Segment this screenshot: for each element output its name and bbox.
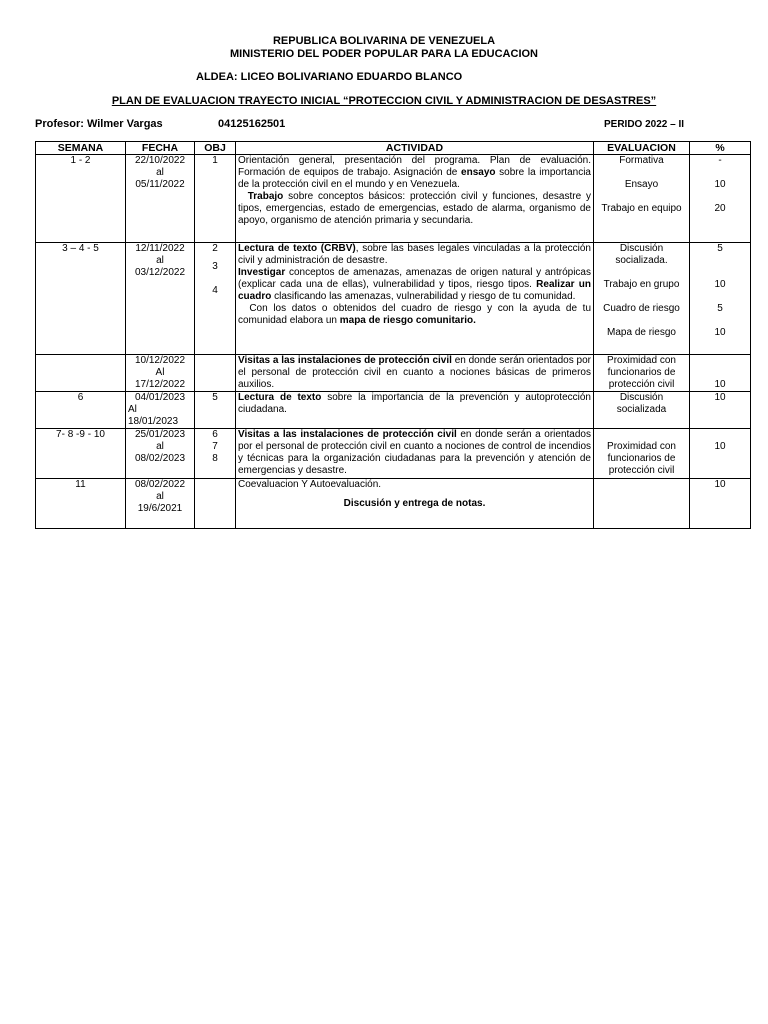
col-evaluacion: EVALUACION: [594, 142, 690, 155]
table-row: [36, 392, 751, 429]
obj-cell: [195, 479, 236, 529]
pct-cell: 10: [690, 392, 751, 429]
pct-cell: - 10 20: [690, 155, 751, 243]
pct-cell: 5 10 5 10: [690, 243, 751, 355]
obj-cell: 6 7 8: [195, 429, 236, 479]
col-semana: SEMANA: [36, 142, 126, 155]
obj-cell: 1: [195, 155, 236, 243]
obj-cell: 5: [195, 392, 236, 429]
plan-title: PLAN DE EVALUACION TRAYECTO INICIAL “PROTECCION CIVIL Y ADMINISTRACION DE DESASTRES”: [111, 95, 657, 107]
fecha-cell: 04/01/2023 Al 18/01/2023: [126, 392, 195, 429]
actividad-cell: Lectura de texto sobre la importancia de la prevención y autoprotección ciudadana.: [236, 392, 594, 429]
col-fecha: FECHA: [126, 142, 195, 155]
obj-cell: 2 3 4: [195, 243, 236, 355]
fecha-cell: 12/11/2022 al 03/12/2022: [126, 243, 195, 355]
semana-cell: [36, 355, 126, 392]
evaluacion-cell: Proximidad con funcionarios de protección civil: [594, 429, 690, 479]
republic-title: REPUBLICA BOLIVARINA DE VENEZUELA: [272, 35, 496, 47]
semana-cell: 3 – 4 - 5: [36, 243, 126, 355]
table-row: [36, 479, 751, 529]
actividad-cell: Visitas a las instalaciones de protección civil en donde serán a orientados por el personal de protección civil en cuanto a nociones de control de incendios y técnicas para la organización ciudadanas para la prevención y atención de emergencias y desastre.: [236, 429, 594, 479]
actividad-cell: Orientación general, presentación del programa. Plan de evaluación. Formación de equipos de trabajo. Asignación de ensayo sobre la importancia de la protección civil en el mundo y en Venezuela. Trabajo sobre conceptos básicos: protección civil y funciones, desastre y tipos, emergencias, estado de emergencias, estado de alarma, organismo de apoyo, organismo de atención primaria y secundaria.: [236, 155, 594, 243]
pct-cell: 10: [690, 429, 751, 479]
pct-cell: 10: [690, 479, 751, 529]
table-row: [36, 243, 751, 355]
evaluacion-cell: Proximidad con funcionarios de protección civil: [594, 355, 690, 392]
semana-cell: 11: [36, 479, 126, 529]
semana-cell: 7- 8 -9 - 10: [36, 429, 126, 479]
col-porcentaje: %: [690, 142, 751, 155]
telefono-label: 04125162501: [218, 118, 286, 130]
aldea-label: ALDEA: LICEO BOLIVARIANO EDUARDO BLANCO: [196, 71, 463, 83]
fecha-cell: 25/01/2023 al 08/02/2023: [126, 429, 195, 479]
actividad-cell: Lectura de texto (CRBV), sobre las bases legales vinculadas a la protección civil y administración de desastre. Investigar conceptos de amenazas, amenazas de origen natural y antrópicas (explicar cada una de ellas), vulnerabilidad y tipos, riesgo tipos. Realizar un cuadro clasificando las amenazas, vulnerabilidad y riesgo de tu comunidad. Con los datos o obtenidos del cuadro de riesgo y con la ayuda de tu comunidad elabora un mapa de riesgo comunitario.: [236, 243, 594, 355]
ministry-title: MINISTERIO DEL PODER POPULAR PARA LA EDUCACION: [229, 48, 539, 60]
semana-cell: 1 - 2: [36, 155, 126, 243]
obj-cell: [195, 355, 236, 392]
evaluacion-cell: Discusión socializada. Trabajo en grupo Cuadro de riesgo Mapa de riesgo: [594, 243, 690, 355]
col-actividad: ACTIVIDAD: [236, 142, 594, 155]
periodo-label: PERIDO 2022 – II: [604, 119, 685, 130]
fecha-cell: 10/12/2022 Al 17/12/2022: [126, 355, 195, 392]
evaluacion-cell: [594, 479, 690, 529]
table-row: [36, 155, 751, 243]
fecha-cell: 08/02/2022 al 19/6/2021: [126, 479, 195, 529]
evaluation-table: [35, 141, 751, 529]
profesor-label: Profesor: Wilmer Vargas: [35, 118, 163, 130]
table-header-row: [36, 142, 751, 155]
table-row: [36, 355, 751, 392]
semana-cell: 6: [36, 392, 126, 429]
table-row: [36, 429, 751, 479]
fecha-cell: 22/10/2022 al 05/11/2022: [126, 155, 195, 243]
evaluacion-cell: Formativa Ensayo Trabajo en equipo: [594, 155, 690, 243]
actividad-cell: Coevaluacion Y Autoevaluación. Discusión y entrega de notas.: [236, 479, 594, 529]
col-obj: OBJ: [195, 142, 236, 155]
actividad-cell: Visitas a las instalaciones de protección civil en donde serán orientados por el personal de protección civil en cuanto a nociones básicas de primeros auxilios.: [236, 355, 594, 392]
evaluacion-cell: Discusión socializada: [594, 392, 690, 429]
pct-cell: 10: [690, 355, 751, 392]
